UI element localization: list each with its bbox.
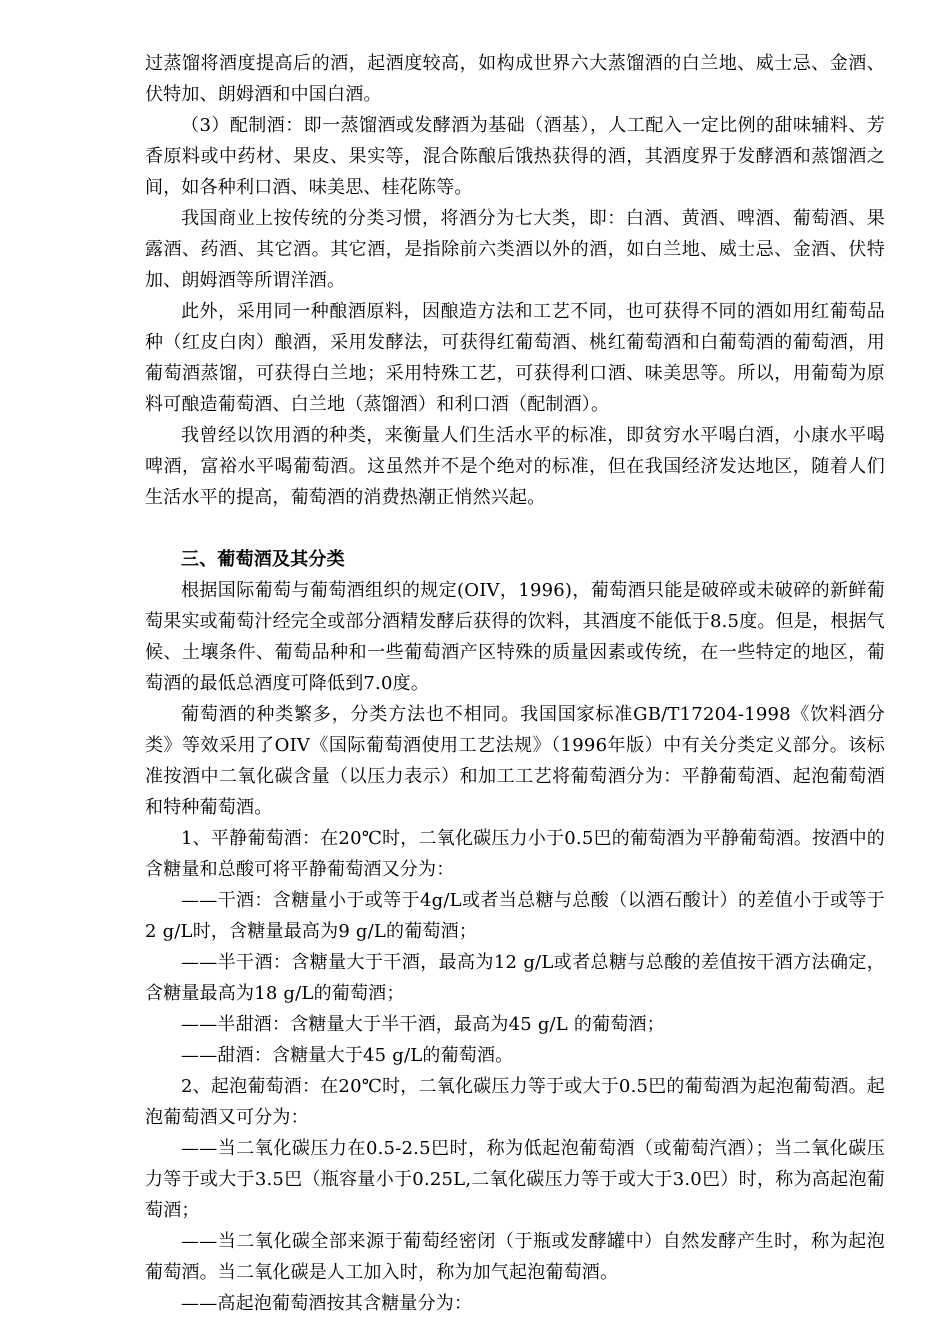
- list-item-semi-dry-wine: ——半干酒：含糖量大于干酒，最高为12 g/L或者总糖与总酸的差值按干酒方法确定，含糖量最高为18 g/L的葡萄酒；: [145, 952, 885, 1004]
- list-item-sugar-classes: ——高起泡葡萄酒按其含糖量分为：: [181, 1293, 473, 1314]
- section-heading: 三、葡萄酒及其分类: [181, 549, 345, 570]
- paragraph-still-wine: 1、平静葡萄酒：在20℃时，二氧化碳压力小于0.5巴的葡萄酒为平静葡萄酒。按酒中的含糖量和总酸可将平静葡萄酒又分为：: [145, 828, 885, 880]
- list-item-semi-sweet-wine: ——半甜酒：含糖量大于半干酒，最高为45 g/L 的葡萄酒；: [181, 1014, 665, 1035]
- list-item-sweet-wine: ——甜酒：含糖量大于45 g/L的葡萄酒。: [181, 1045, 514, 1066]
- paragraph-national-standard: 葡萄酒的种类繁多，分类方法也不相同。我国国家标准GB/T17204-1998《饮料酒分类》等效采用了OIV《国际葡萄酒使用工艺法规》（1996年版）中有关分类定义部分。该标准按酒中二氧化碳含量（以压力表示）和加工工艺将葡萄酒分为：平静葡萄酒、起泡葡萄酒和特种葡萄酒。: [145, 704, 885, 818]
- list-item-dry-wine: ——干酒：含糖量小于或等于4g/L或者当总糖与总酸（以酒石酸计）的差值小于或等于2 g/L时，含糖量最高为9 g/L的葡萄酒；: [145, 890, 885, 942]
- list-item-co2-source: ——当二氧化碳全部来源于葡萄经密闭（于瓶或发酵罐中）自然发酵产生时，称为起泡葡萄酒。当二氧化碳是人工加入时，称为加气起泡葡萄酒。: [145, 1231, 885, 1283]
- list-item-pressure-classes: ——当二氧化碳压力在0.5-2.5巴时，称为低起泡葡萄酒（或葡萄汽酒）；当二氧化碳压力等于或大于3.5巴（瓶容量小于0.25L,二氧化碳压力等于或大于3.0巴）时，称为高起泡葡萄酒；: [145, 1138, 885, 1221]
- section-spacer: [145, 513, 885, 544]
- paragraph-living-standard: 我曾经以饮用酒的种类，来衡量人们生活水平的标准，即贫穷水平喝白酒，小康水平喝啤酒，富裕水平喝葡萄酒。这虽然并不是个绝对的标准，但在我国经济发达地区，随着人们生活水平的提高，葡萄酒的消费热潮正悄然兴起。: [145, 425, 885, 508]
- paragraph-mixed-wine: （3）配制酒：即一蒸馏酒或发酵酒为基础（酒基），人工配入一定比例的甜味辅料、芳香原料或中药材、果皮、果实等，混合陈酿后饿热获得的酒，其酒度界于发酵酒和蒸馏酒之间，如各种利口酒、味美思、桂花陈等。: [145, 115, 885, 198]
- paragraph-oiv-definition: 根据国际葡萄与葡萄酒组织的规定(OIV，1996)，葡萄酒只能是破碎或未破碎的新鲜葡萄果实或葡萄汁经完全或部分酒精发酵后获得的饮料，其酒度不能低于8.5度。但是，根据气候、土壤条件、葡萄品种和一些葡萄酒产区特殊的质量因素或传统，在一些特定的地区，葡萄酒的最低总酒度可降低到7.0度。: [145, 580, 885, 694]
- paragraph-sparkling-wine: 2、起泡葡萄酒：在20℃时，二氧化碳压力等于或大于0.5巴的葡萄酒为起泡葡萄酒。起泡葡萄酒又可分为：: [145, 1076, 885, 1128]
- paragraph-continuation: 过蒸馏将酒度提高后的酒，起酒度较高，如构成世界六大蒸馏酒的白兰地、威士忌、金酒、伏特加、朗姆酒和中国白酒。: [145, 53, 885, 105]
- document-body: [145, 48, 885, 1319]
- paragraph-grape-products: 此外，采用同一种酿酒原料，因酿造方法和工艺不同，也可获得不同的酒如用红葡萄品种（红皮白肉）酿酒，采用发酵法，可获得红葡萄酒、桃红葡萄酒和白葡萄酒的葡萄酒，用葡萄酒蒸馏，可获得白兰地；采用特殊工艺，可获得利口酒、味美思等。所以，用葡萄为原料可酿造葡萄酒、白兰地（蒸馏酒）和利口酒（配制酒）。: [145, 301, 885, 415]
- paragraph-commercial-categories: 我国商业上按传统的分类习惯，将酒分为七大类，即：白酒、黄酒、啤酒、葡萄酒、果露酒、药酒、其它酒。其它酒，是指除前六类酒以外的酒，如白兰地、威士忌、金酒、伏特加、朗姆酒等所谓洋酒。: [145, 208, 885, 291]
